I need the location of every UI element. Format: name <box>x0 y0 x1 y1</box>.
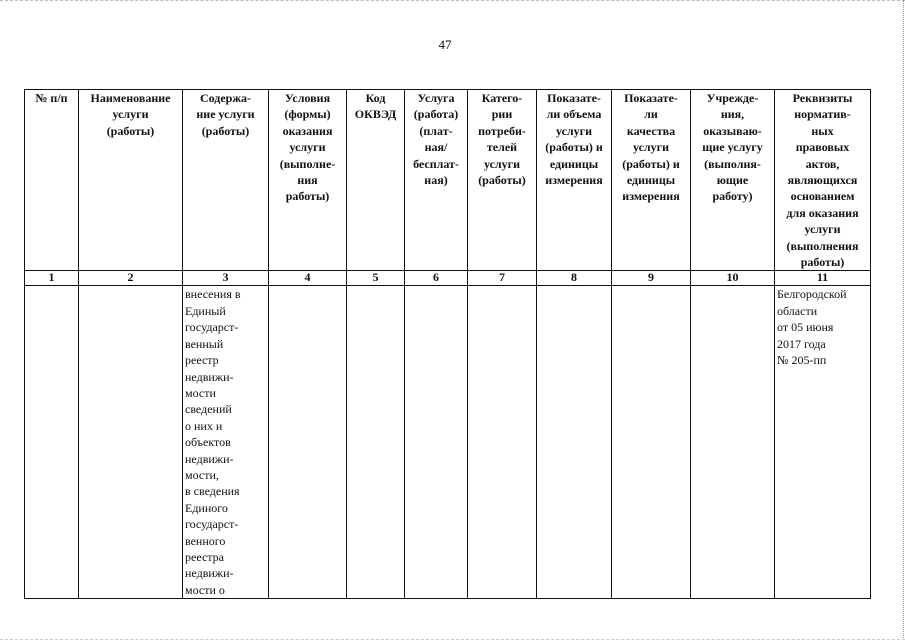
header-cell-volume-indicators: Показате- ли объема услуги (работы) и единицы измерения <box>537 90 612 271</box>
table-cell <box>612 286 691 599</box>
column-number: 3 <box>183 271 269 286</box>
table-cell <box>405 286 468 599</box>
scan-edge-top <box>0 0 905 4</box>
table-header-row <box>25 90 871 271</box>
table-row <box>25 286 871 599</box>
column-number: 4 <box>269 271 347 286</box>
table-cell <box>25 286 79 599</box>
table-cell <box>468 286 537 599</box>
header-cell-service-content: Содержа- ние услуги (работы) <box>183 90 269 271</box>
column-number-row <box>25 271 871 286</box>
header-cell-service-name: Наименование услуги (работы) <box>79 90 183 271</box>
header-cell-consumer-categories: Катего- рии потреби- телей услуги (работы) <box>468 90 537 271</box>
header-cell-number: № п/п <box>25 90 79 271</box>
table-cell-service-content: внесения в Единый государст- венный реестр недвижи- мости сведений о них и объектов недвижи- мости, в сведения Единого государст- венного реестра недвижи- мости о <box>183 286 269 599</box>
column-number: 2 <box>79 271 183 286</box>
scan-edge-bottom <box>0 631 905 640</box>
header-cell-quality-indicators: Показате- ли качества услуги (работы) и единицы измерения <box>612 90 691 271</box>
column-number: 9 <box>612 271 691 286</box>
page-number: 47 <box>438 37 452 52</box>
table-cell <box>691 286 775 599</box>
table-cell <box>79 286 183 599</box>
column-number: 11 <box>775 271 871 286</box>
header-cell-conditions: Условия (формы) оказания услуги (выполне- ния работы) <box>269 90 347 271</box>
header-cell-legal-acts: Реквизиты норматив- ных правовых актов, являющихся основанием для оказания услуги (выполнения работы) <box>775 90 871 271</box>
table-cell <box>347 286 405 599</box>
table-cell <box>269 286 347 599</box>
table-cell-legal-acts: Белгородской области от 05 июня 2017 года № 205-пп <box>775 286 871 599</box>
header-cell-okved: Код ОКВЭД <box>347 90 405 271</box>
table-cell <box>537 286 612 599</box>
column-number: 7 <box>468 271 537 286</box>
scan-edge-right <box>901 0 904 640</box>
column-number: 6 <box>405 271 468 286</box>
column-number: 1 <box>25 271 79 286</box>
column-number: 10 <box>691 271 775 286</box>
services-table <box>24 89 871 599</box>
column-number: 8 <box>537 271 612 286</box>
header-cell-paid-free: Услуга (работа) (плат- ная/ бесплат- ная) <box>405 90 468 271</box>
header-cell-institutions: Учрежде- ния, оказываю- щие услугу (выполня- ющие работу) <box>691 90 775 271</box>
column-number: 5 <box>347 271 405 286</box>
